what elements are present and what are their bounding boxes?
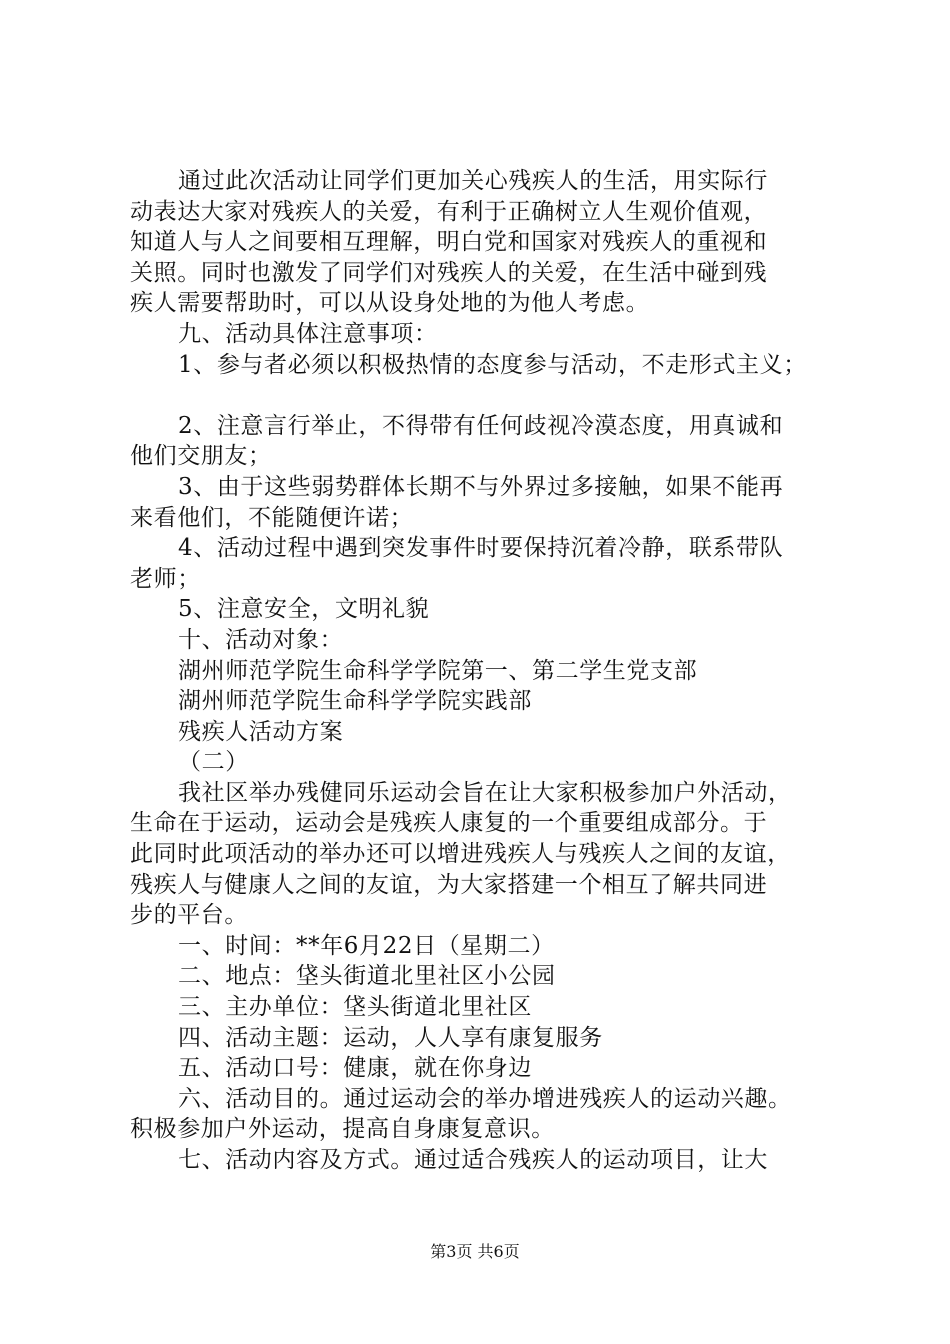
target-line: 湖州师范学院生命科学学院实践部 <box>178 688 532 715</box>
list-item: 3、由于这些弱势群体长期不与外界过多接触，如果不能再 <box>178 473 784 500</box>
paragraph-line: 步的平台。 <box>130 902 248 929</box>
section-heading: 十、活动对象： <box>178 626 344 653</box>
section-heading: 九、活动具体注意事项： <box>178 320 438 347</box>
blank-line <box>130 380 830 411</box>
list-item: 1、参与者必须以积极热情的态度参与活动，不走形式主义； <box>178 351 807 378</box>
paragraph-line: 通过此次活动让同学们更加关心残疾人的生活，用实际行 <box>178 168 768 194</box>
info-line: 三、主办单位：垡头街道北里社区 <box>178 994 532 1021</box>
list-item-continuation: 他们交朋友； <box>130 443 272 470</box>
list-item: 5、注意安全，文明礼貌 <box>178 596 430 623</box>
page-number-footer: 第3页 共6页 <box>430 1242 520 1261</box>
info-line: 二、地点：垡头街道北里社区小公园 <box>178 963 556 990</box>
info-line: 六、活动目的。通过运动会的举办增进残疾人的运动兴趣。 <box>178 1085 792 1112</box>
list-item: 2、注意言行举止，不得带有任何歧视冷漠态度，用真诚和 <box>178 412 784 439</box>
paragraph-line: 此同时此项活动的举办还可以增进残疾人与残疾人之间的友谊， <box>130 841 791 868</box>
list-item-continuation: 来看他们，不能随便许诺； <box>130 504 414 531</box>
target-line: 湖州师范学院生命科学学院第一、第二学生党支部 <box>178 657 698 684</box>
document-body <box>130 166 830 1176</box>
list-item: 4、活动过程中遇到突发事件时要保持沉着冷静，联系带队 <box>178 535 784 562</box>
paragraph-line: 我社区举办残健同乐运动会旨在让大家积极参加户外活动， <box>178 779 792 806</box>
paragraph-line: 疾人需要帮助时，可以从设身处地的为他人考虑。 <box>130 290 650 317</box>
paragraph-line: 关照。同时也激发了同学们对残疾人的关爱，在生活中碰到残 <box>130 259 768 286</box>
plan-title: 残疾人活动方案 <box>178 718 344 745</box>
paragraph-line: 生命在于运动，运动会是残疾人康复的一个重要组成部分。于 <box>130 810 768 837</box>
plan-subtitle: （二） <box>178 749 249 776</box>
paragraph-line: 动表达大家对残疾人的关爱，有利于正确树立人生观价值观， <box>130 198 768 225</box>
info-line: 五、活动口号：健康，就在你身边 <box>178 1055 532 1082</box>
info-line: 四、活动主题：运动，人人享有康复服务 <box>178 1024 603 1051</box>
paragraph-line: 残疾人与健康人之间的友谊，为大家搭建一个相互了解共同进 <box>130 871 768 898</box>
list-item-continuation: 老师； <box>130 565 201 592</box>
paragraph-line: 知道人与人之间要相互理解，明白党和国家对残疾人的重视和 <box>130 229 768 256</box>
info-line: 一、时间：**年6月22日（星期二） <box>178 932 555 959</box>
paragraph-line: 积极参加户外运动，提高自身康复意识。 <box>130 1116 555 1143</box>
info-line: 七、活动内容及方式。通过适合残疾人的运动项目，让大 <box>178 1147 768 1173</box>
